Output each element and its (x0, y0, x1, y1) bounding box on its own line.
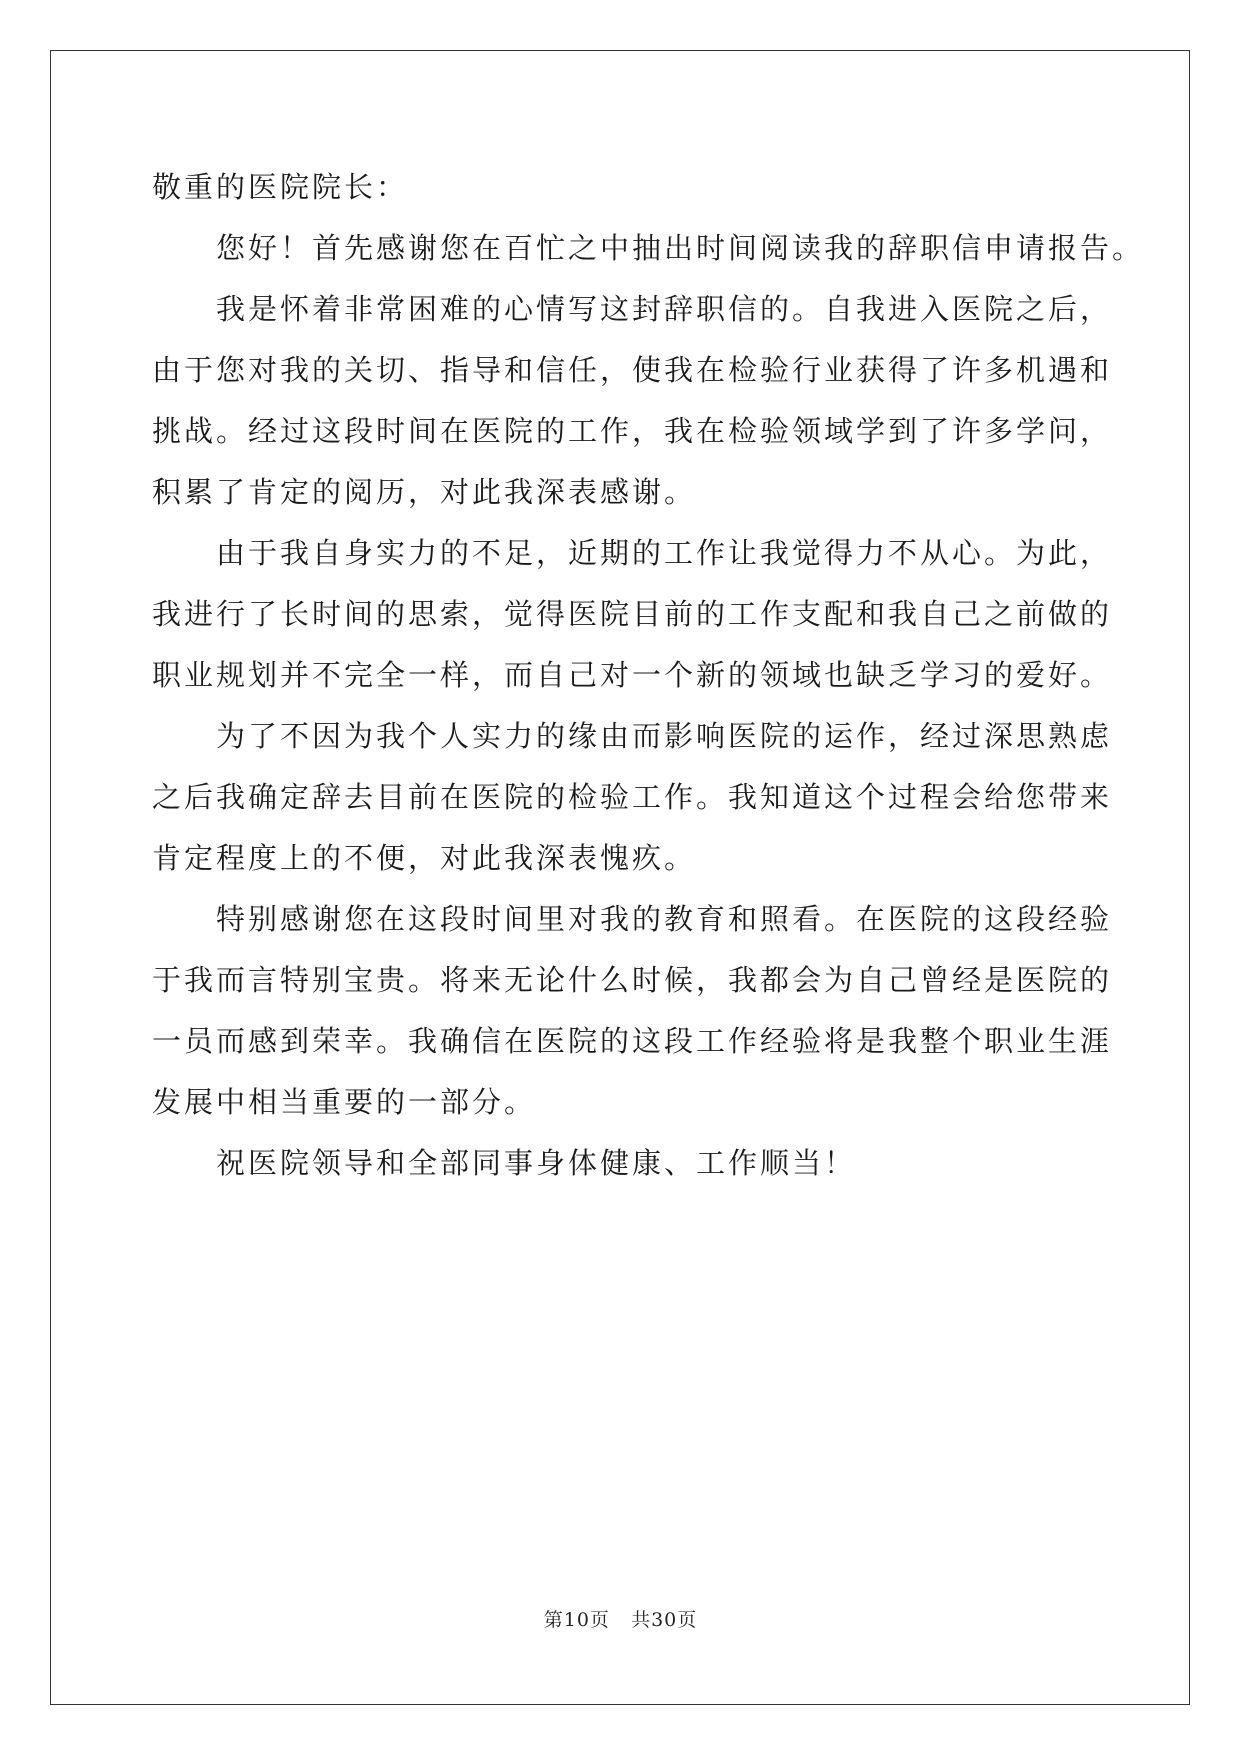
page-footer (0, 1605, 1241, 1632)
paragraph-line: 为了不因为我个人实力的缘由而影响医院的运作，经过深思熟虑 (216, 719, 1113, 753)
page-total: 共30页 (631, 1609, 698, 1631)
paragraph-line: 特别感谢您在这段时间里对我的教育和照看。在医院的这段经验 (216, 902, 1113, 936)
paragraph-line: 由于我自身实力的不足，近期的工作让我觉得力不从心。为此， (216, 536, 1113, 570)
paragraph-line: 于我而言特别宝贵。将来无论什么时候，我都会为自己曾经是医院的 (152, 963, 1113, 997)
paragraph-line: 由于您对我的关切、指导和信任，使我在检验行业获得了许多机遇和 (152, 353, 1113, 387)
paragraph-line: 肯定程度上的不便，对此我深表愧疚。 (152, 841, 697, 875)
paragraph-line: 职业规划并不完全一样，而自己对一个新的领域也缺乏学习的爱好。 (152, 658, 1113, 692)
paragraph-line: 一员而感到荣幸。我确信在医院的这段工作经验将是我整个职业生涯 (152, 1024, 1113, 1058)
paragraph-line: 积累了肯定的阅历，对此我深表感谢。 (152, 475, 697, 509)
paragraph-line: 您好！首先感谢您在百忙之中抽出时间阅读我的辞职信申请报告。 (216, 231, 1145, 265)
salutation: 敬重的医院院长： (152, 170, 409, 204)
letter-body (152, 157, 1145, 1194)
paragraph-line: 发展中相当重要的一部分。 (152, 1085, 537, 1119)
paragraph-line: 我进行了长时间的思索，觉得医院目前的工作支配和我自己之前做的 (152, 597, 1113, 631)
page-number: 第10页 (543, 1609, 610, 1631)
closing-line: 祝医院领导和全部同事身体健康、工作顺当！ (216, 1146, 857, 1180)
paragraph-line: 我是怀着非常困难的心情写这封辞职信的。自我进入医院之后， (216, 292, 1113, 326)
paragraph-line: 之后我确定辞去目前在医院的检验工作。我知道这个过程会给您带来 (152, 780, 1113, 814)
paragraph-line: 挑战。经过这段时间在医院的工作，我在检验领域学到了许多学问， (152, 414, 1113, 448)
